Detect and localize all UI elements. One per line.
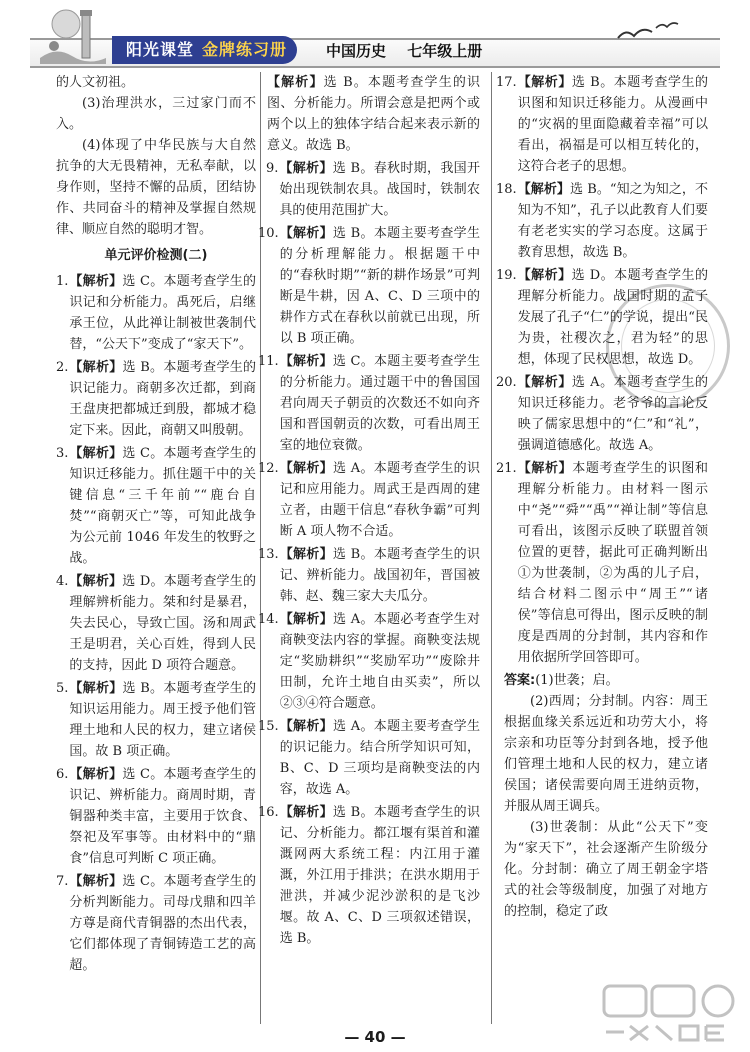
analysis-tag: 【解析】 — [279, 226, 333, 241]
analysis-tag: 【解析】 — [279, 719, 333, 734]
item-text: 选 B。本题主要考查学生的分析理解能力。根据题干中的“春秋时期”“新的耕作场景”可判断是牛耕，因 A、C、D 三项中的耕作方式在春秋以前就已出现，所以 B 项正确。 — [279, 226, 480, 346]
answer-item — [266, 158, 480, 221]
answer-part-2: (2)西周；分封制。内容：周王根据血缘关系远近和功劳大小，将宗亲和功臣等分封到各地，授予他们管理土地和人民的权力，建立诸侯国；诸侯需要向周王进纳贡物，并服从周王调兵。 — [504, 694, 708, 814]
item-number: 11. — [258, 354, 279, 369]
item-text: 选 B。春秋时期，我国开始出现铁制农具。战国时，铁制农具的使用范围扩大。 — [279, 161, 480, 218]
answer-item — [258, 609, 480, 714]
item-number: 10. — [258, 226, 279, 241]
item-number: 14. — [258, 612, 279, 627]
item-number: 19. — [496, 268, 517, 283]
item-number: 5. — [56, 681, 69, 696]
answer-item — [496, 372, 708, 456]
item-number: 2. — [56, 360, 69, 375]
item-number: 20. — [496, 375, 517, 390]
answer-part-1: (1)世袭；启。 — [535, 673, 619, 688]
item-text: 选 D。本题考查学生的理解分析能力。战国时期的孟子发展了孔子“仁”的学说，提出“民为贵，社稷次之，君为轻”的思想，体现了民权思想，故选 D。 — [517, 268, 708, 367]
item-number: 12. — [258, 461, 279, 476]
answer-item — [56, 271, 256, 355]
intro-line: (4)体现了中华民族与大自然抗争的大无畏精神，无私奉献，以身作则，坚持不懈的品质，团结协作、共同奋斗的精神及掌握自然规律、顺应自然的聪明才智。 — [56, 138, 256, 237]
item-text: 选 B。“知之为知之，不知为不知”，孔子以此教育人们要有老老实实的学习态度。这属于教育思想，故选 B。 — [517, 182, 708, 260]
brand-label — [112, 36, 297, 64]
answer-item — [496, 179, 708, 263]
section-title: 单元评价检测(二) — [104, 248, 208, 263]
analysis-tag: 【解析】 — [517, 182, 570, 197]
analysis-tag: 【解析】 — [69, 274, 123, 289]
item-number: 21. — [496, 461, 517, 476]
item-number: 6. — [56, 767, 69, 782]
answer-item — [496, 72, 708, 177]
item-text: 选 A。本题考查学生的识记和应用能力。周武王是西周的建立者，由题干信息“春秋争霸”可判断 A 项人物不合适。 — [279, 461, 480, 539]
column-2 — [258, 72, 480, 951]
item-text: 选 A。本题主要考查学生的识记能力。结合所学知识可知，B、C、D 三项均是商鞅变法的内容，故选 A。 — [279, 719, 480, 797]
analysis-tag: 【解析】 — [69, 360, 123, 375]
analysis-tag: 【解析】 — [517, 461, 573, 476]
birds-icon — [612, 18, 682, 48]
analysis-tag: 【解析】 — [279, 354, 333, 369]
intro-line: (3)治理洪水，三过家门而不入。 — [56, 96, 256, 132]
column-divider — [491, 72, 492, 1024]
item-text: 选 A。本题考查学生的知识迁移能力。老爷爷的言论反映了儒家思想中的“仁”和“礼”，强调道德感化。故选 A。 — [517, 375, 708, 453]
item-number: 17. — [496, 75, 517, 90]
analysis-tag: 【解析】 — [69, 874, 123, 889]
answer-item — [258, 716, 480, 800]
column-1 — [56, 72, 256, 978]
intro-line: 的人文初祖。 — [56, 75, 135, 90]
item-number: 3. — [56, 446, 69, 461]
item-number: 15. — [258, 719, 279, 734]
analysis-tag: 【解析】 — [517, 268, 572, 283]
item-number: 18. — [496, 182, 517, 197]
analysis-tag: 【解析】 — [517, 375, 572, 390]
analysis-tag: 【解析】 — [279, 547, 333, 562]
item-text: 本题考查学生的识图和理解分析能力。由材料一图示中“尧”“舜”“禹”“禅让制”等信息可看出，该图示反映了联盟首领位置的更替，据此可正确判断出①为世袭制，②为禹的儿子启，结合材料二图示中“周王”“诸侯”等信息可得出，图示反映的制度是西周的分封制，其内容和作用依据所学回答即可。 — [517, 461, 708, 665]
analysis-tag: 【解析】 — [69, 767, 123, 782]
item-number: 1. — [56, 274, 69, 289]
analysis-tag: 【解析】 — [279, 805, 333, 820]
answer-item — [56, 443, 256, 569]
item-number: 13. — [258, 547, 279, 562]
subject-name: 中国历史 — [326, 42, 387, 60]
item-text: 选 C。本题考查学生的识记、辨析能力。商周时期，青铜器种类丰富，主要用于饮食、祭祀及军事等。由材料中的“鼎食”信息可判断 C 项正确。 — [69, 767, 256, 866]
answer-item — [258, 544, 480, 607]
page-number: — 40 — — [344, 1028, 406, 1046]
item-number: 7. — [56, 874, 69, 889]
column-3 — [496, 72, 708, 922]
item-text: 选 B。本题考查学生的识记、分析能力。都江堰有渠首和灌溉网两大系统工程：内江用于灌溉，外江用于排洪；在洪水期用于泄洪，并减少泥沙淤积的是飞沙堰。故 A、C、D 三项叙述错误，选 B。 — [279, 805, 480, 946]
item-text: 选 C。本题考查学生的分析判断能力。司母戊鼎和四羊方尊是商代青铜器的杰出代表，它们都体现了青铜铸造工艺的高超。 — [69, 874, 256, 973]
brand-name: 阳光课堂 — [126, 40, 195, 59]
answer-item — [258, 223, 480, 349]
item-text: 选 B。本题考查学生的识图和知识迁移能力。从漫画中的“灾祸的里面隐藏着幸福”可以看出，祸福是可以相互转化的，这符合老子的思想。 — [517, 75, 708, 174]
item-text: 选 A。本题必考查学生对商鞅变法内容的掌握。商鞅变法规定“奖励耕织”“奖励军功”“废除井田制，允许土地自由买卖”，所以②③④符合题意。 — [279, 612, 480, 711]
analysis-tag: 【解析】 — [279, 461, 333, 476]
answer-item — [56, 357, 256, 441]
analysis-tag: 【解析】 — [517, 75, 572, 90]
item-text: 选 B。本题考查学生的识记、辨析能力。战国初年，晋国被韩、赵、魏三家大夫瓜分。 — [279, 547, 480, 604]
item-number: 16. — [258, 805, 279, 820]
item-text: 选 C。本题考查学生的知识迁移能力。抓住题干中的关键信息“三千年前”“鹿台自焚”“商朝灭亡”等，可知此战争为公元前 1046 年发生的牧野之战。 — [69, 446, 256, 566]
answer-item — [258, 351, 480, 456]
subject-info — [326, 39, 498, 63]
item-text: 选 C。本题主要考查学生的分析能力。通过题干中的鲁国国君向周天子朝贡的次数还不如向齐国和晋国朝贡的次数，可看出周王室的地位衰微。 — [279, 354, 480, 453]
answer-item — [266, 72, 480, 156]
answer-item — [56, 764, 256, 869]
item-text: 选 C。本题考查学生的识记和分析能力。禹死后，启继承王位，从此禅让制被世袭制代替，“公天下”变成了“家天下”。 — [69, 274, 256, 352]
analysis-tag: 【解析】 — [69, 446, 123, 461]
item-number: 9. — [266, 161, 279, 176]
page-header — [0, 0, 750, 70]
analysis-tag: 【解析】 — [279, 161, 333, 176]
item-text: 选 D。本题考查学生的理解辨析能力。桀和纣是暴君，失去民心，导致亡国。汤和周武王是明君，关心百姓，得到人民的支持，因此 D 项符合题意。 — [69, 574, 256, 673]
analysis-tag: 【解析】 — [69, 681, 123, 696]
analysis-tag: 【解析】 — [279, 612, 333, 627]
answer-label: 答案:(1)世袭；启。 — [504, 673, 619, 688]
analysis-tag: 【解析】 — [69, 574, 123, 589]
item-number: 4. — [56, 574, 69, 589]
series-name: 金牌练习册 — [202, 40, 288, 59]
answer-item — [56, 571, 256, 676]
answer-part-3: (3)世袭制：从此“公天下”变为“家天下”，社会逐渐产生阶级分化。分封制：确立了周王朝金字塔式的社会等级制度，加强了对地方的控制，稳定了政 — [504, 820, 708, 919]
lighthouse-illustration-icon — [36, 6, 122, 64]
answer-item — [258, 458, 480, 542]
answer-item — [258, 802, 480, 949]
answer-item — [496, 265, 708, 370]
answer-item — [496, 458, 708, 668]
item-text: 选 B。本题考查学生的识记能力。商朝多次迁都，到商王盘庚把都城迁到殷，都城才稳定下来。因此，商朝又叫殷朝。 — [69, 360, 256, 438]
item-text: 选 B。本题考查学生的知识运用能力。周王授予他们管理土地和人民的权力，建立诸侯国。故 B 项正确。 — [69, 681, 256, 759]
answer-item — [56, 678, 256, 762]
analysis-tag: 【解析】 — [267, 75, 324, 90]
item-text: 选 B。本题考查学生的识图、分析能力。所谓会意是把两个或两个以上的独体字结合起来表示新的意义。故选 B。 — [267, 75, 480, 153]
answer-item — [56, 871, 256, 976]
grade-name: 七年级上册 — [407, 42, 483, 60]
